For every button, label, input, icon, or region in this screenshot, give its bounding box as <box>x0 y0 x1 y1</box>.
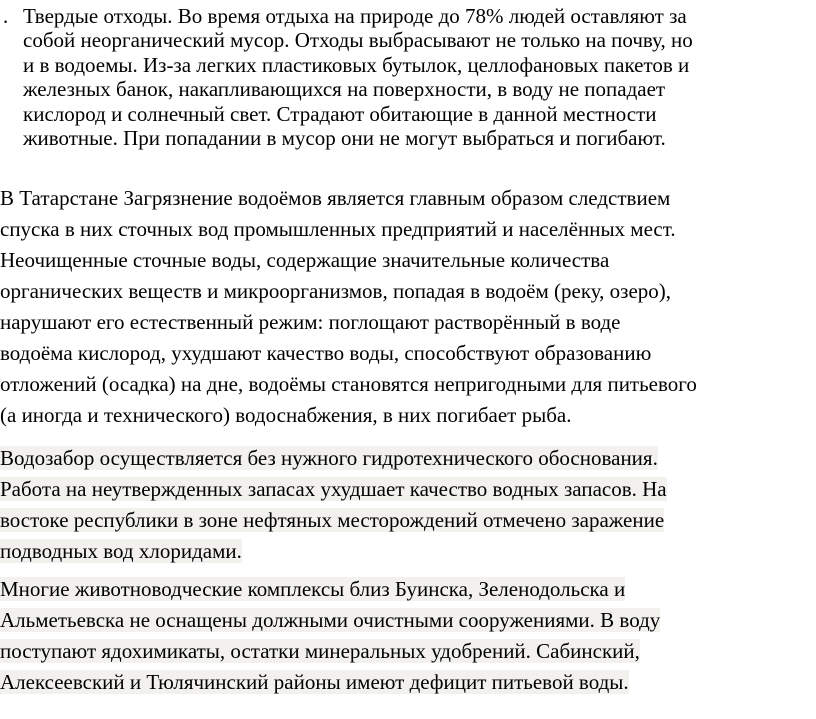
text-line: животные. При попадании в мусор они не могут выбраться и погибают. <box>23 126 666 151</box>
text-line: В Татарстане Загрязнение водоёмов является главным образом следствием <box>0 186 671 210</box>
text-line: нарушают его естественный режим: поглощают растворённый в воде <box>0 310 621 334</box>
paragraph-water-pollution <box>0 183 816 431</box>
text-line: Многие животноводческие комплексы близ Буинска, Зеленодольска и <box>0 577 626 601</box>
text-line: водоёма кислород, ухудшают качество воды, способствуют образованию <box>0 341 652 365</box>
text-line: Неочищенные сточные воды, содержащие значительные количества <box>0 248 610 272</box>
text-line: кислород и солнечный свет. Страдают обитающие в данной местности <box>23 101 657 126</box>
paragraph-water-intake <box>0 443 816 567</box>
text-line: востоке республики в зоне нефтяных месторождений отмечено заражение <box>0 508 665 532</box>
text-line: Альметьевска не оснащены должными очистными сооружениями. В воду <box>0 608 661 632</box>
list-bullet: . <box>3 4 9 28</box>
text-line: и в водоемы. Из-за легких пластиковых бутылок, целлофановых пакетов и <box>23 52 690 77</box>
text-line: спуска в них сточных вод промышленных предприятий и населённых мест. <box>0 217 676 241</box>
text-line: собой неорганический мусор. Отходы выбрасывают не только на почву, но <box>23 28 693 53</box>
list-item-solid-waste <box>0 4 816 150</box>
text-line: Работа на неутвержденных запасах ухудшает качество водных запасов. На <box>0 477 667 501</box>
text-line: Водозабор осуществляется без нужного гидротехнического обоснования. <box>0 446 658 470</box>
text-line: органических веществ и микроорганизмов, попадая в водоём (реку, озеро), <box>0 279 672 303</box>
text-line: Алексеевский и Тюлячинский районы имеют дефицит питьевой воды. <box>0 670 629 694</box>
list-item-text <box>23 4 811 150</box>
text-line: железных банок, накапливающихся на поверхности, в воду не попадает <box>23 77 666 102</box>
paragraph-livestock-complexes <box>0 574 816 698</box>
text-line: поступают ядохимикаты, остатки минеральных удобрений. Сабинский, <box>0 639 640 663</box>
text-line: Твердые отходы. Во время отдыха на природе до 78% людей оставляют за <box>23 4 687 28</box>
text-line: отложений (осадка) на дне, водоёмы становятся непригодными для питьевого <box>0 372 697 396</box>
text-line: (а иногда и технического) водоснабжения, в них погибает рыба. <box>0 403 572 427</box>
text-line: подводных вод хлоридами. <box>0 539 242 563</box>
